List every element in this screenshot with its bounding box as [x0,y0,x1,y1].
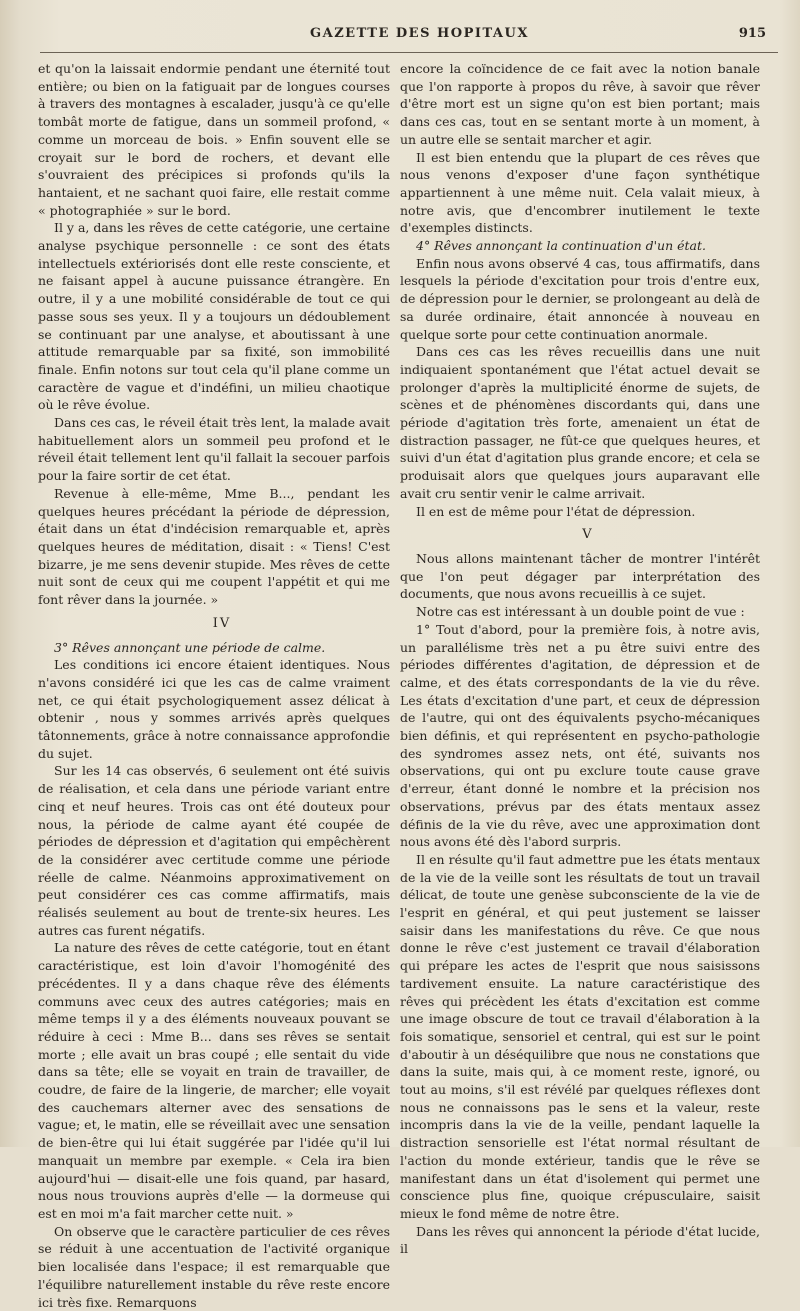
paragraph: Il est bien entendu que la plupart de ces rêves que nous venons d'exposer d'une façon synthétique appartiennent à une même nuit. Cela valait mieux, à notre avis, que d'encombrer inutilement le texte d'exemples distincts. [400,149,760,236]
paragraph: Il en résulte qu'il faut admettre pue les états mentaux de la vie de la veille sont les résultats de tout un travail délicat, de toute une genèse subconsciente de la vie de l'esprit en général, et qui peut justement se laisser saisir dans les manifestations du rêve. Ce que nous donne le rêve c'est justement ce travail d'élaboration qui prépare les actes de l'esprit que nous saisissons tardivement ensuite. La nature caractéristique des rêves qui précèdent les états d'excitation est comme une image obscure de tout ce travail d'élaboration à la fois somatique, sensoriel et central, qui est sur le point d'aboutir à un déséquilibre que nous ne constations que dans la suite, mais qui, à ce moment reste, ignoré, ou tout au moins, s'il est révélé par quelques réflexes dont nous ne connaissons pas le sens et la valeur, reste incompris dans la vie de la veille, pendant laquelle la distraction sensorielle est l'état normal résultant de l'action du monde extérieur, tandis que le rêve se manifestant dans un état d'isolement qui permet une conscience plus fine, quoique crépusculaire, saisit mieux le fond même de notre être. [400,851,760,1221]
paragraph: et qu'on la laissait endormie pendant une éternité tout entière; ou bien on la fatiguait par de longues courses à travers des montagnes à escalader, jusqu'à ce qu'elle tombât morte de fatigue, dans un sommeil profond, « comme un morceau de bois. » Enfin souvent elle se croyait sur le bord de rochers, et devant elle s'ouvraient des précipices si profonds qu'ils la hantaient, et ne sachant quoi faire, elle restait comme « photographiée » sur le bord. [38,61,390,218]
running-title: GAZETTE DES HOPITAUX [310,26,529,41]
paragraph: Revenue à elle-même, Mme B..., pendant les quelques heures précédant la période de dépression, était dans un état d'indécision remarquable et, après quelques heures de méditation, disait : « Tiens! C'est bizarre, je me sens devenir stupide. Mes rêves de cette nuit sont de ceux qui me coupent l'appétit et qui me font rêver dans la journée. » [38,485,390,608]
paragraph: Notre cas est intéressant à un double point de vue : [416,604,745,620]
paragraph: Dans ces cas, le réveil était très lent, la malade avait habituellement alors un sommeil peu profond et le réveil était tellement lent qu'il fallait la secouer parfois pour la faire sortir de cet état. [38,415,390,484]
paragraph: Dans les rêves qui annoncent la période d'état lucide, il [400,1223,760,1257]
paragraph: La nature des rêves de cette catégorie, tout en étant caractéristique, est loin d'avoir l'homogénité des précédentes. Il y a dans chaque rêve des éléments communs avec ceux des autres catégories; mais en même temps il y a des éléments nouveaux pouvant se réduire à ceci : Mme B... dans ses rêves se sentait morte ; elle avait un bras coupé ; elle sentait du vide dans sa tête; elle se voyait en train de travailler, de coudre, de faire de la lingerie, de marcher; elle voyait des cauchemars alterner avec des sensations de vague; et, le matin, elle se réveillait avec une sensation de bien-être qui lui était suggérée par l'idée qu'il lui manquait un membre par exemple. « Cela ira bien aujourd'hui — disait-elle une fois quand, par hasard, nous nous trouvions auprès d'elle — la dormeuse qui est en moi m'a fait marcher cette nuit. » [38,940,390,1221]
paragraph: Les conditions ici encore étaient identiques. Nous n'avons considéré ici que les cas de calme vraiment net, ce qui était psychologiquement assez délicat à obtenir , nous y sommes arrivés après quelques tâtonnements, grâce à notre connaissance approfondie du sujet. [38,657,390,761]
left-column [38,60,390,1311]
paragraph: Il en est de même pour l'état de dépression. [416,503,696,519]
paragraph: On observe que le caractère particulier de ces rêves se réduit à une accentuation de l'activité organique bien localisée dans l'espace; il est remarquable que l'équilibre naturellement instable du rêve reste encore ici très fixe. Remarquons [38,1223,390,1310]
header-rule [40,52,778,53]
page-number: 915 [738,26,766,41]
section-heading: IV [212,615,232,631]
paragraph: Enfin nous avons observé 4 cas, tous affirmatifs, dans lesquels la période d'excitation pour trois d'entre eux, de dépression pour le dernier, se prolongeant au delà de sa durée ordinaire, était annoncée à nouveau en quelque sorte pour cette continuation anormale. [400,255,760,342]
right-column [400,60,760,1258]
paragraph: encore la coïncidence de ce fait avec la notion banale que l'on rapporte à propos du rêve, à savoir que rêver d'être mort est un signe qu'on est bien portant; mais dans ces cas, tout en se sentant morte à un moment, à un autre elle se sentait marcher et agir. [400,61,760,147]
paragraph: Dans ces cas les rêves recueillis dans une nuit indiquaient spontanément que l'état actuel devait se prolonger d'après la multiplicité énorme de sujets, de scènes et de phénomènes discordants qui, dans une période d'agitation très forte, amenaient un état de distraction passager, ne fût-ce que quelques heures, et suivi d'un état d'agitation plus grande encore; et cela se produisait alors que quelques jours auparavant elle avait cru sentir venir le calme arrivait. [400,344,760,501]
page-header [0,26,800,50]
paragraph: Sur les 14 cas observés, 6 seulement ont été suivis de réalisation, et cela dans une période variant entre cinq et neuf heures. Trois cas ont été douteux pour nous, la période de calme ayant été coupée de périodes de dépression et d'agitation qui empêchèrent de la considérer avec certitude comme une période réelle de calme. Néanmoins approximativement on peut considérer ces cas comme affirmatifs, mais réalisés seulement au bout de trente-six heures. Les autres cas furent négatifs. [38,763,390,938]
paragraph: Nous allons maintenant tâcher de montrer l'intérêt que l'on peut dégager par interprétation des documents, que nous avons recueillis à ce sujet. [400,550,760,602]
subsection-heading: 4° Rêves annonçant la continuation d'un état. [416,238,706,254]
section-heading: V [582,527,594,543]
subsection-heading: 3° Rêves annonçant une période de calme. [54,639,326,655]
paragraph: 1° Tout d'abord, pour la première fois, à notre avis, un parallélisme très net a pu être suivi entre des périodes différentes d'agitation, de dépression et de calme, et des états correspondants de la vie du rêve. Les états d'excitation d'une part, et ceux de dépression de l'autre, qui ont des équivalents psycho-mécaniques bien définis, et qui représentent en psycho-pathologie des syndromes assez nets, ont été, suivants nos observations, qui ont pu exclure toute cause grave d'erreur, étant donné le nombre et la précision nos observations, prévus par des états mentaux assez définis de la vie du rêve, avec une approximation dont nous avons été dès l'abord surpris. [400,621,760,850]
paragraph: Il y a, dans les rêves de cette catégorie, une certaine analyse psychique personnelle : ce sont des états intellectuels extériorisés dont elle reste consciente, et ne faisant appel à aucune puissance étrangère. En outre, il y a une mobilité considérable de tout ce qui passe sous ses yeux. Il y a toujours un dédoublement se continuant par une analyse, et aboutissant à une attitude remarquable par sa fixité, son immobilité finale. Enfin notons sur tout cela qu'il plane comme un caractère de vague et d'indéfini, un milieu chaotique où le rêve évolue. [38,220,390,413]
